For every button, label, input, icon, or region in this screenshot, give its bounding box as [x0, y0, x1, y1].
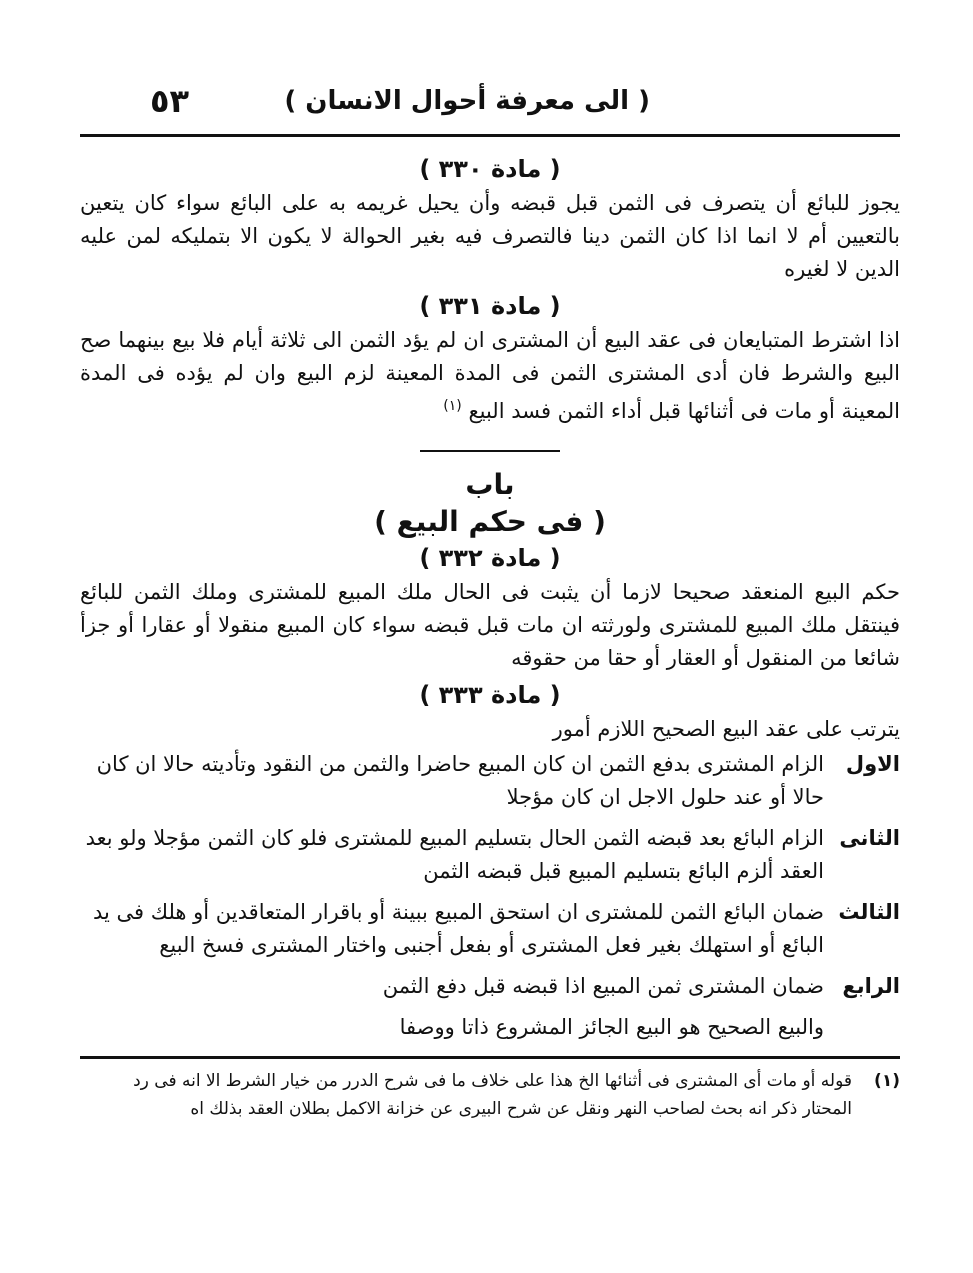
article-333-intro: يترتب على عقد البيع الصحيح اللازم أمور [552, 717, 900, 741]
header-rule [80, 134, 900, 137]
footnote-marker: (١) [874, 1071, 900, 1091]
book-page [80, 80, 900, 1123]
article-332-text: حكم البيع المنعقد صحيحا لازما أن يثبت فى الحال ملك المبيع للمشترى وملك الثمن للبائع فينتقل ملك المبيع للمشترى ولورثته ان مات قبل قبضه سواء كان المبيع منقولا أو عقارا أو جزأ شائعا من المنقول أو العقار أو حقا من حقوقه [80, 580, 900, 670]
article-331-heading: ( مادة ٣٣١ ) [419, 292, 561, 320]
article-330-text: يجوز للبائع أن يتصرف فى الثمن قبل قبضه وأن يحيل غريمه به على البائع سواء كان يتعين بالتعيين أم لا انما اذا كان الثمن دينا فالتصرف فيه بغير الحوالة لا يكون الا بتمليكه لمن عليه الدين لا لغيره [80, 191, 900, 281]
footnote-rule [80, 1056, 900, 1059]
chapter-subtitle: ( فى حكم البيع ) [374, 505, 606, 538]
article-330-heading: ( مادة ٣٣٠ ) [419, 155, 561, 183]
footnote-text: قوله أو مات أى المشترى فى أثنائها الخ هذا على خلاف ما فى شرح الدرر من خيار الشرط الا انه فى رد المحتار ذكر انه بحث لصاحب النهر ونقل عن شرح البيرى عن خزانة الاكمل بطلان العقد بذلك اه [133, 1071, 852, 1119]
list-item [80, 970, 900, 1003]
item-label: الرابع [842, 974, 900, 998]
chapter-title: باب [465, 468, 515, 501]
article-331-paragraph [80, 324, 900, 428]
article-333-heading: ( مادة ٣٣٣ ) [419, 681, 561, 709]
item-label: الاول [845, 752, 900, 776]
article-332-heading: ( مادة ٣٣٢ ) [419, 544, 561, 572]
running-title: ( الى معرفة أحوال الانسان ) [284, 86, 650, 116]
list-item [80, 748, 900, 814]
article-333-items [80, 748, 900, 1003]
list-item [80, 896, 900, 962]
item-text: الزام المشترى بدفع الثمن ان كان المبيع حاضرا والثمن من النقود وتأديته حالا ان كان حالا أو عند حلول الاجل ان كان مؤجلا [96, 752, 824, 809]
item-label: الثانى [839, 826, 900, 850]
article-331-text: اذا اشترط المتبايعان فى عقد البيع أن المشترى ان لم يؤد الثمن الى ثلاثة أيام فلا بيع بينهما صح البيع والشرط فان أدى المشترى الثمن فى المدة المعينة لزم البيع وان لم يؤده فى المدة المعينة أو مات فى أثنائها قبل أداء الثمن فسد البيع [80, 328, 900, 423]
section-divider [420, 450, 560, 452]
article-333-closing: والبيع الصحيح هو البيع الجائز المشروع ذاتا ووصفا [399, 1015, 824, 1039]
footnote [80, 1067, 900, 1123]
footnote-reference: (١) [443, 398, 462, 414]
item-text: ضمان المشترى ثمن المبيع اذا قبضه قبل دفع الثمن [382, 974, 824, 998]
list-item [80, 822, 900, 888]
page-header [80, 80, 900, 132]
page-number: ٥٣ [150, 82, 190, 120]
item-text: ضمان البائع الثمن للمشترى ان استحق المبيع ببينة أو باقرار المتعاقدين أو هلك فى يد البائع أو استهلك بغير فعل المشترى أو بفعل أجنبى واختار المشترى فسخ البيع [92, 900, 824, 957]
item-label: الثالث [838, 900, 900, 924]
item-text: الزام البائع بعد قبضه الثمن الحال بتسليم المبيع للمشترى فلو كان الثمن مؤجلا ولو بعد العقد ألزم البائع بتسليم المبيع قبل قبضه الثمن [85, 826, 824, 883]
